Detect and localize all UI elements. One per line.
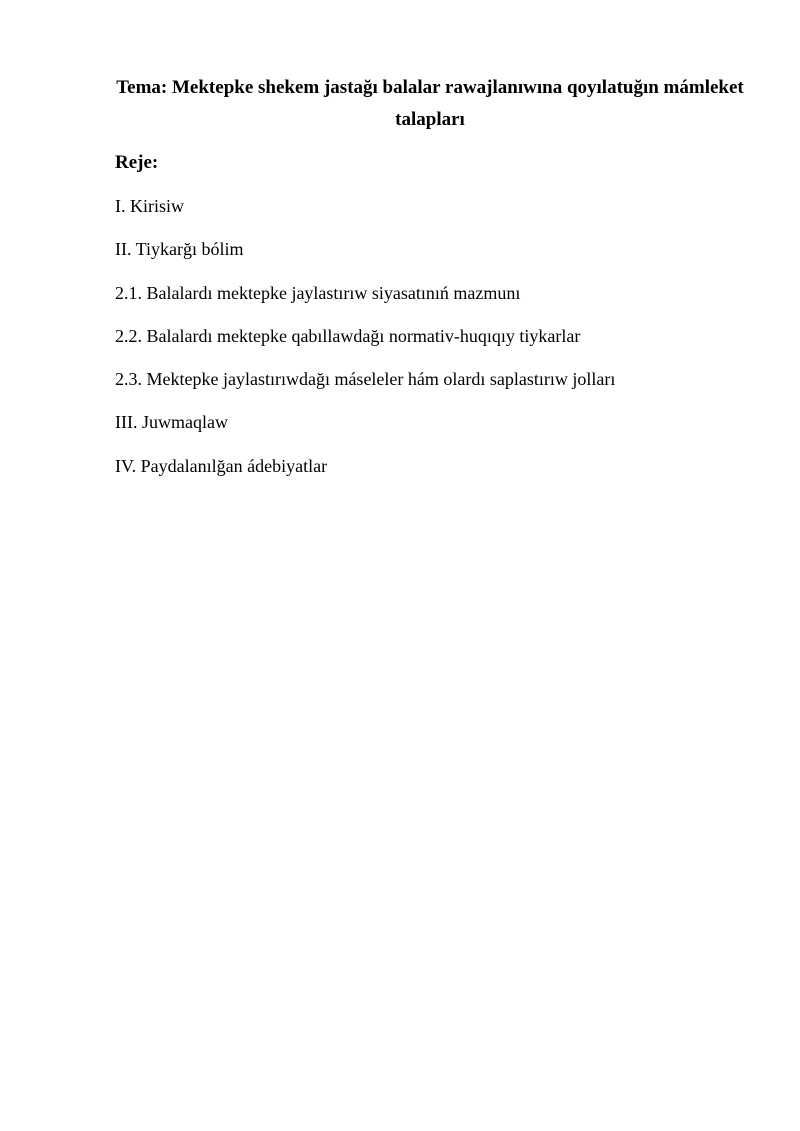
- document-title: Tema: Mektepke shekem jastağı balalar rawajlanıwına qoyılatuğın mámleket talapları: [116, 77, 744, 130]
- table-of-contents: [115, 192, 615, 495]
- plan-heading: Reje:: [115, 152, 159, 173]
- toc-item-2-1: 2.1. Balalardı mektepke jaylastırıw siyasatınıń mazmunı: [115, 282, 521, 303]
- toc-item-2-3: 2.3. Mektepke jaylastırıwdağı máseleler hám olardı saplastırıw jolları: [115, 369, 616, 390]
- toc-item-conclusion: III. Juwmaqlaw: [115, 412, 228, 433]
- toc-item-2-2: 2.2. Balalardı mektepke qabıllawdağı normativ-huqıqıy tiykarlar: [115, 325, 581, 346]
- toc-item-introduction: I. Kirisiw: [115, 196, 184, 216]
- toc-item-references: IV. Paydalanılğan ádebiyatlar: [115, 455, 328, 476]
- toc-item-main-part: II. Tiykarğı bólim: [115, 239, 244, 260]
